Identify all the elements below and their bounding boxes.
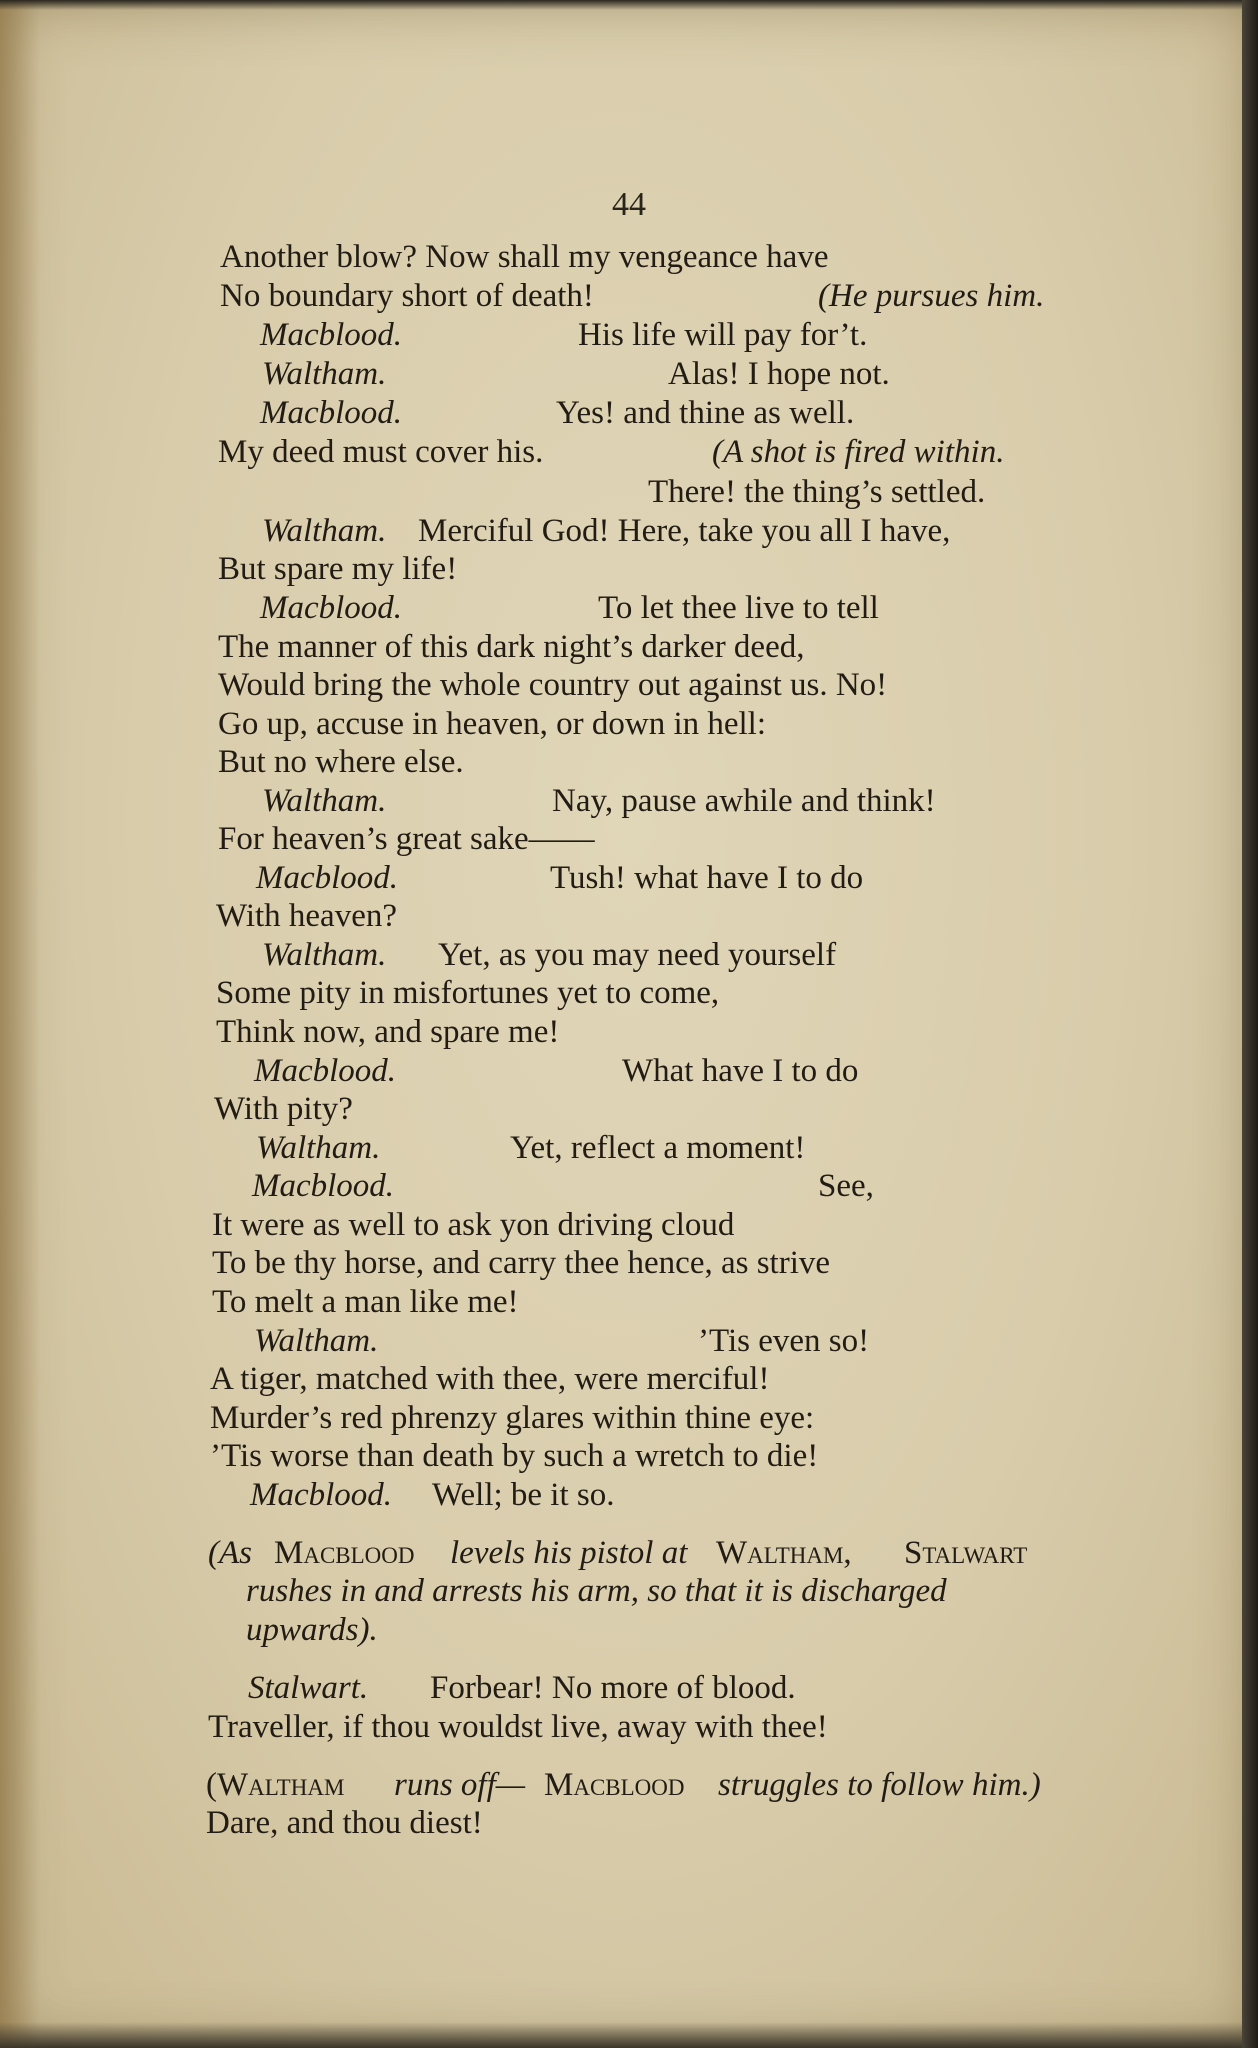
speaker-name: Macblood.: [254, 1053, 397, 1089]
verse-text: A tiger, matched with thee, were merciful!: [210, 1361, 770, 1397]
verse-text: No boundary short of death!: [220, 278, 594, 314]
text-line: [0, 589, 1230, 629]
verse-text: Alas! I hope not.: [668, 356, 890, 392]
verse-text: Tush! what have I to do: [550, 860, 864, 896]
speaker-name: Waltham.: [262, 356, 387, 392]
speaker-name: Macblood.: [260, 395, 403, 431]
text-line: [0, 394, 1230, 434]
text-line: [0, 782, 1230, 822]
text-line: [0, 1206, 1230, 1246]
verse-text: There! the thing’s settled.: [648, 474, 986, 510]
verse-text: Yet, as you may need yourself: [438, 937, 837, 973]
page-bottom-edge: [0, 2022, 1258, 2048]
text-line: [0, 512, 1230, 552]
text-line: [0, 1766, 1230, 1806]
text-line: [0, 550, 1230, 590]
speaker-name: Macblood.: [250, 1477, 393, 1513]
speaker-name: Macblood.: [256, 860, 399, 896]
text-line: [0, 1534, 1230, 1574]
text-line: [0, 433, 1230, 473]
speaker-name: Macblood.: [260, 590, 403, 626]
verse-text: What have I to do: [622, 1053, 859, 1089]
verse-text: Dare, and thou diest!: [206, 1805, 483, 1841]
speaker-name: Waltham.: [262, 783, 387, 819]
text-line: [0, 1283, 1230, 1323]
text-line: [0, 974, 1230, 1014]
text-line: [0, 355, 1230, 395]
text-line: [0, 936, 1230, 976]
text-line: [0, 1052, 1230, 1092]
verse-text: Another blow? Now shall my vengeance have: [220, 239, 829, 275]
page-top-edge: [0, 0, 1258, 10]
verse-text: See,: [818, 1168, 874, 1204]
text-line: [0, 1360, 1230, 1400]
verse-text: ’Tis worse than death by such a wretch to die!: [210, 1438, 819, 1474]
text-line: [0, 1322, 1230, 1362]
text-line: [0, 316, 1230, 356]
text-line: [0, 628, 1230, 668]
verse-text: Murder’s red phrenzy glares within thine eye:: [210, 1400, 815, 1436]
speaker-name: Macblood.: [252, 1168, 395, 1204]
stage-direction: struggles to follow him.): [718, 1767, 1041, 1803]
speaker-name: upwards).: [246, 1612, 378, 1648]
verse-text: To be thy horse, and carry thee hence, as strive: [212, 1245, 831, 1281]
text-line: [0, 1129, 1230, 1169]
text-line: [0, 1572, 1230, 1612]
stage-direction: (Waltham: [206, 1767, 345, 1803]
verse-text: Think now, and spare me!: [216, 1014, 560, 1050]
verse-text: Some pity in misfortunes yet to come,: [216, 975, 720, 1011]
verse-text: With pity?: [214, 1091, 353, 1127]
verse-text: With heaven?: [216, 898, 398, 934]
verse-text: It were as well to ask yon driving cloud: [212, 1207, 735, 1243]
stage-direction: (As: [208, 1535, 252, 1571]
text-line: [0, 1476, 1230, 1516]
speaker-name: Waltham.: [262, 513, 387, 549]
text-line: [0, 1167, 1230, 1207]
text-line: [0, 1437, 1230, 1477]
book-cover-edge: [1242, 0, 1258, 2048]
verse-text: For heaven’s great sake——: [218, 821, 595, 857]
stage-direction: Macblood: [274, 1535, 415, 1571]
text-line: [0, 705, 1230, 745]
stage-direction: rushes in and arrests his arm, so that it is discharged: [246, 1573, 947, 1609]
verse-text: Well; be it so.: [432, 1477, 615, 1513]
verse-text: Forbear! No more of blood.: [430, 1670, 796, 1706]
verse-text: His life will pay for’t.: [578, 317, 868, 353]
text-line: [0, 859, 1230, 899]
verse-text: Would bring the whole country out against us. No!: [218, 667, 888, 703]
stage-direction: (A shot is fired within.: [712, 434, 1005, 470]
verse-text: Yet, reflect a moment!: [510, 1130, 806, 1166]
verse-text: Merciful God! Here, take you all I have,: [418, 513, 951, 549]
page-number: 44: [612, 186, 646, 223]
verse-text: ’Tis even so!: [698, 1323, 870, 1359]
verse-text: The manner of this dark night’s darker deed,: [218, 629, 805, 665]
text-line: [0, 277, 1230, 317]
text-line: [0, 820, 1230, 860]
speaker-name: Waltham.: [262, 937, 387, 973]
stage-direction: Stalwart: [904, 1535, 1028, 1571]
verse-text: To let thee live to tell: [598, 590, 879, 626]
text-line: [0, 1013, 1230, 1053]
speaker-name: Waltham.: [254, 1323, 379, 1359]
text-line: [0, 1090, 1230, 1130]
speaker-name: Macblood.: [260, 317, 403, 353]
stage-direction: levels his pistol at: [450, 1535, 688, 1571]
stage-direction: (He pursues him.: [818, 278, 1045, 314]
text-line: [0, 666, 1230, 706]
text-line: [0, 1244, 1230, 1284]
speaker-name: Stalwart.: [248, 1670, 369, 1706]
speaker-name: Waltham.: [256, 1130, 381, 1166]
verse-text: My deed must cover his.: [218, 434, 544, 470]
verse-text: But spare my life!: [218, 551, 458, 587]
verse-text: Go up, accuse in heaven, or down in hell:: [218, 706, 767, 742]
text-line: [0, 897, 1230, 937]
text-line: [0, 1669, 1230, 1709]
text-line: [0, 743, 1230, 783]
stage-direction: Macblood: [544, 1767, 685, 1803]
verse-text: Yes! and thine as well.: [556, 395, 855, 431]
stage-direction: runs off—: [394, 1767, 526, 1803]
text-line: [0, 1399, 1230, 1439]
verse-text: Traveller, if thou wouldst live, away with thee!: [208, 1709, 828, 1745]
verse-text: Nay, pause awhile and think!: [552, 783, 936, 819]
stage-direction: Waltham,: [716, 1535, 852, 1571]
text-line: [0, 1611, 1230, 1651]
text-line: [0, 473, 1230, 513]
verse-text: But no where else.: [218, 744, 464, 780]
text-line: [0, 1708, 1230, 1748]
text-line: [0, 238, 1230, 278]
verse-text: To melt a man like me!: [212, 1284, 519, 1320]
text-line: [0, 1804, 1230, 1844]
